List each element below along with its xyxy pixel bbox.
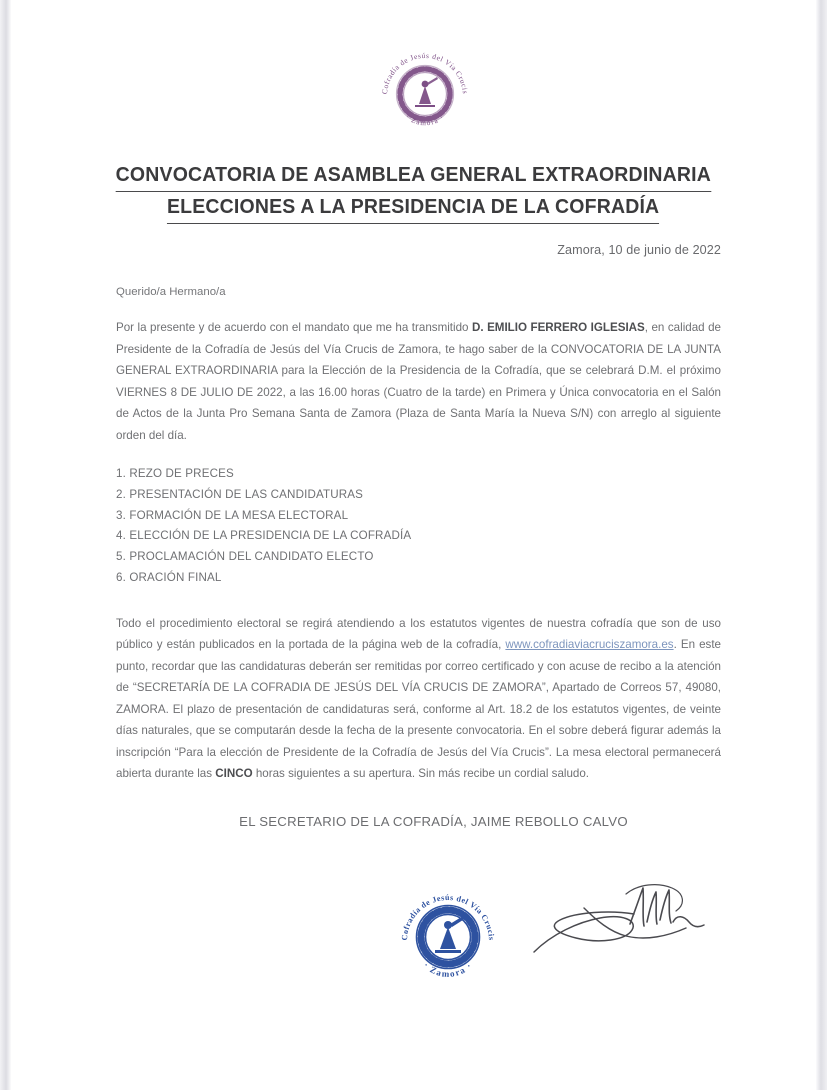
document-page [11, 0, 816, 1090]
title-line-1: CONVOCATORIA DE ASAMBLEA GENERAL EXTRAORDINARIA [116, 160, 711, 192]
president-name: D. EMILIO FERRERO IGLESIAS [471, 321, 645, 334]
paragraph2-text-before: Todo el procedimiento electoral se regirá atendiendo a los estatutos vigentes de nuestra cofradía que son de uso público y están publicados en la portada de la página web de la cofradía, [116, 616, 721, 652]
paragraph1-text-before: Por la presente y de acuerdo con el mandato que me ha transmitido [116, 321, 472, 334]
closing-signature-line: EL SECRETARIO DE LA COFRADÍA, JAIME REBOLLO CALVO [239, 813, 628, 829]
page-edge-right [816, 0, 827, 1090]
document-body [116, 240, 721, 832]
agenda-item: 6. ORACIÓN FINAL [116, 570, 222, 584]
agenda-item: 5. PROCLAMACIÓN DEL CANDIDATO ELECTO [116, 550, 374, 564]
paragraph2-text-after: horas siguientes a su apertura. Sin más recibe un cordial saludo. [252, 767, 590, 781]
cofradia-website-link[interactable]: www.cofradiaviacruciszamora.es [505, 638, 674, 652]
cofradia-seal-top-icon [375, 42, 475, 142]
paragraph2-text-middle: . En este punto, recordar que las candidaturas deberán ser remitidas por correo certificado y con acuse de recibo a la atención de “SECRETARÍA DE LA COFRADIA DE JESÚS DEL VÍA CRUCIS DE ZAMORA”, Apartado de Correos 57, 49080, ZAMORA. El plazo de presentación de candidaturas será, conforme al Art. 18.2 de los estatutos vigentes, de veinte días naturales, que se computarán desde la fecha de la presente convocatoria. En el sobre deberá figurar además la inscripción “Para la elección de Presidente de la Cofradía de Jesús del Vía Crucis”. La mesa electoral permanecerá abierta durante las [116, 638, 722, 781]
paragraph1-text-after: , en calidad de Presidente de la Cofradía de Jesús del Vía Crucis de Zamora, te hago saber de la CONVOCATORIA DE LA JUNTA GENERAL EXTRAORDINARIA para la Elección de la Presidencia de la Cofradía, que se celebrará D.M. el próximo VIERNES 8 DE JULIO DE 2022, a las 16.00 horas (Cuatro de la tarde) en Primera y Única convocatoria en el Salón de Actos de la Junta Pro Semana Santa de Zamora (Plaza de Santa María la Nueva S/N) con arreglo al siguiente orden del día. [116, 321, 721, 442]
greeting-line: Querido/a Hermano/a [116, 285, 226, 298]
agenda-item: 2. PRESENTACIÓN DE LAS CANDIDATURAS [116, 487, 364, 501]
agenda-item: 3. FORMACIÓN DE LA MESA ELECTORAL [116, 508, 349, 522]
paragraph-procedimiento [116, 613, 721, 785]
agenda-list [116, 464, 721, 589]
hours-count-bold: CINCO [215, 767, 253, 781]
document-title [11, 160, 816, 224]
title-line-2: ELECCIONES A LA PRESIDENCIA DE LA COFRADÍA [167, 192, 659, 224]
page-edge-left [0, 0, 11, 1090]
svg-text:· Zamora ·: · Zamora · [421, 960, 475, 980]
agenda-item: 1. REZO DE PRECES [116, 467, 234, 480]
place-and-date: Zamora, 10 de junio de 2022 [557, 243, 721, 257]
paragraph-convocatoria [116, 317, 721, 446]
svg-text:Cofradía de Jesús del Vía Cruc: Cofradía de Jesús del Vía Crucis [399, 892, 497, 941]
handwritten-signature [526, 878, 721, 983]
cofradia-seal-bottom-icon [398, 885, 498, 985]
svg-text:Cofradía de Jesús del Vía Cruc: Cofradía de Jesús del Vía Crucis [379, 50, 470, 95]
agenda-item: 4. ELECCIÓN DE LA PRESIDENCIA DE LA COFRADÍA [116, 529, 412, 543]
svg-text:· Zamora ·: · Zamora · [404, 113, 446, 128]
